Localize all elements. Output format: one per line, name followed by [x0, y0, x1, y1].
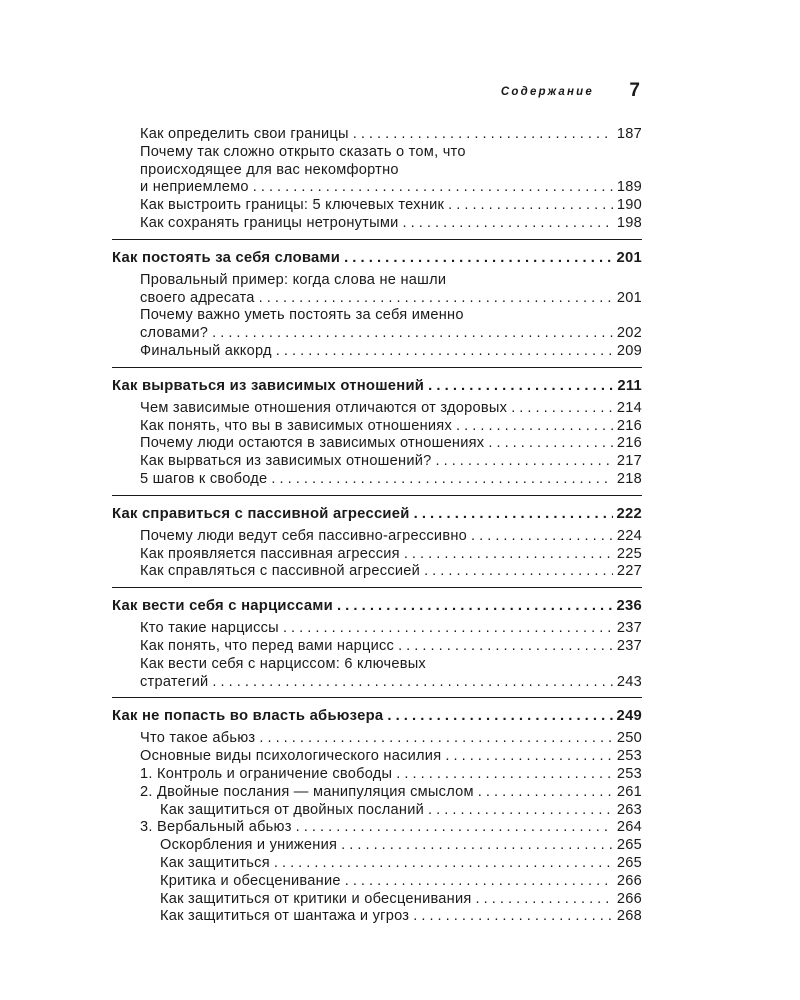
toc-entry-title: Как не попасть во власть абьюзера	[112, 708, 384, 725]
toc-entry-page: 225	[616, 545, 642, 562]
toc-entry-title: стратегий	[140, 673, 209, 690]
section-divider	[112, 239, 642, 240]
toc-entry-page: 224	[616, 527, 642, 544]
dot-leader	[353, 126, 613, 144]
toc-entry	[112, 418, 642, 436]
running-header-title: Содержание	[500, 86, 594, 98]
toc-entry-page: 237	[616, 637, 642, 654]
toc-entry-title: и неприемлемо	[140, 179, 249, 196]
toc-entry-title: Как сохранять границы нетронутыми	[140, 214, 399, 231]
dot-leader	[398, 638, 613, 656]
toc-entry	[112, 126, 642, 144]
dot-leader	[471, 528, 613, 546]
toc-entry-title: Как понять, что перед вами нарцисс	[140, 637, 395, 654]
toc-entry-title: Как постоять за себя словами	[112, 249, 341, 266]
dot-leader	[259, 730, 613, 748]
toc-entry-title-line: Как вести себя с нарциссом: 6 ключевых	[140, 655, 426, 672]
toc-entry-title: Как выстроить границы: 5 ключевых техник	[140, 197, 445, 214]
toc-entry-title-line: происходящее для вас некомфортно	[140, 161, 399, 178]
toc-section-heading	[112, 376, 642, 396]
toc-entry	[112, 802, 642, 820]
dot-leader	[435, 453, 612, 471]
toc-entry	[112, 343, 642, 361]
toc-entry-page: 227	[616, 563, 642, 580]
toc-entry-page: 249	[616, 708, 642, 725]
toc-section-heading	[112, 248, 642, 268]
section-divider	[112, 697, 642, 698]
dot-leader	[212, 674, 612, 692]
dot-leader	[344, 248, 612, 268]
dot-leader	[296, 819, 613, 837]
toc-entry-title: Финальный аккорд	[140, 342, 272, 359]
toc-entry	[112, 400, 642, 418]
toc-entry	[112, 546, 642, 564]
toc-entry	[112, 453, 642, 471]
toc-entry-page: 265	[616, 837, 642, 854]
toc-entry-title: словами?	[140, 325, 209, 342]
toc-entry-page: 216	[616, 417, 642, 434]
toc-entry-page: 189	[616, 179, 642, 196]
toc-entry-title: Кто такие нарциссы	[140, 620, 279, 637]
toc-entry-title: Как защититься от двойных посланий	[160, 801, 425, 818]
dot-leader	[414, 504, 613, 524]
toc-entry	[112, 563, 642, 581]
toc-entry-last-line	[140, 290, 642, 308]
toc-entry-page: 264	[616, 819, 642, 836]
toc-entry-title: Почему люди ведут себя пассивно-агрессивно	[140, 527, 467, 544]
toc-entry	[112, 819, 642, 837]
toc-entry	[112, 620, 642, 638]
toc-section-heading	[112, 504, 642, 524]
dot-leader	[445, 748, 613, 766]
toc-entry-title: 3. Вербальный абьюз	[140, 819, 292, 836]
toc-entry-title: Основные виды психологического насилия	[140, 748, 442, 765]
dot-leader	[387, 706, 612, 726]
dot-leader	[478, 784, 613, 802]
toc-entry-page: 218	[616, 470, 642, 487]
toc-entry-title-line: Провальный пример: когда слова не нашли	[140, 271, 447, 288]
toc-entry-title: Как справиться с пассивной агрессией	[112, 505, 410, 522]
toc-entry-title-line: Почему так сложно открыто сказать о том, что	[140, 143, 466, 160]
toc-entry-title: 2. Двойные послания — манипуляция смыслом	[140, 783, 474, 800]
dot-leader	[428, 802, 613, 820]
dot-leader	[404, 546, 613, 564]
toc-entry	[112, 471, 642, 489]
toc-entry-title: Оскорбления и унижения	[160, 837, 338, 854]
toc-entry	[112, 908, 642, 926]
toc-entry-title: Критика и обесценивание	[160, 872, 341, 889]
dot-leader	[511, 400, 613, 418]
dot-leader	[274, 855, 613, 873]
toc-entry-page: 253	[616, 748, 642, 765]
toc-entry	[112, 435, 642, 453]
dot-leader	[271, 471, 612, 489]
toc-entry-page: 268	[616, 908, 642, 925]
toc-entry-title: Чем зависимые отношения отличаются от здоровых	[140, 399, 508, 416]
dot-leader	[488, 435, 613, 453]
toc-entry-last-line	[140, 179, 642, 197]
toc-entry-page: 250	[616, 730, 642, 747]
toc-entry-multiline	[112, 307, 642, 343]
running-header	[110, 80, 640, 108]
toc-entry	[112, 748, 642, 766]
dot-leader	[396, 766, 613, 784]
toc-entry-page: 190	[616, 197, 642, 214]
toc-entry	[112, 215, 642, 233]
toc-entry-title: Как определить свои границы	[140, 126, 349, 142]
toc-entry	[112, 766, 642, 784]
toc-entry	[112, 528, 642, 546]
toc-entry-title: Почему люди остаются в зависимых отношениях	[140, 435, 485, 452]
dot-leader	[212, 325, 613, 343]
toc-entry-page: 237	[616, 620, 642, 637]
toc-entry	[112, 197, 642, 215]
toc-entry-last-line	[140, 674, 642, 692]
toc-entry-page: 214	[616, 399, 642, 416]
toc-entry	[112, 873, 642, 891]
dot-leader	[253, 179, 613, 197]
toc-entry-title: Как проявляется пассивная агрессия	[140, 545, 400, 562]
toc-entry	[112, 891, 642, 909]
toc-entry-page: 243	[616, 673, 642, 690]
toc-entry-page: 222	[616, 505, 642, 522]
toc-entry-title: Как защититься от критики и обесценивания	[160, 890, 472, 907]
dot-leader	[403, 215, 613, 233]
toc-entry	[112, 784, 642, 802]
dot-leader	[345, 873, 613, 891]
dot-leader	[448, 197, 613, 215]
dot-leader	[424, 563, 613, 581]
dot-leader	[276, 343, 613, 361]
toc-section-heading	[112, 706, 642, 726]
toc-entry-title: Как вести себя с нарциссами	[112, 598, 333, 615]
toc-entry-title: Как вырваться из зависимых отношений?	[140, 453, 432, 470]
toc-entry-title-line: Почему важно уметь постоять за себя именно	[140, 307, 464, 324]
toc-entry-title: Как понять, что вы в зависимых отношениях	[140, 417, 453, 434]
dot-leader	[428, 376, 613, 396]
toc-entry-title: Как защититься	[160, 854, 270, 871]
toc-entry-page: 201	[616, 249, 642, 266]
dot-leader	[337, 596, 613, 616]
dot-leader	[259, 290, 613, 308]
toc-entry	[112, 730, 642, 748]
section-divider	[112, 495, 642, 496]
toc-entry-page: 202	[616, 325, 642, 342]
toc-entry-title: своего адресата	[140, 289, 255, 306]
toc-section-heading	[112, 596, 642, 616]
dot-leader	[456, 418, 613, 436]
toc-entry-page: 209	[616, 342, 642, 359]
toc-entry-page: 187	[616, 126, 642, 142]
toc-entry-page: 216	[616, 435, 642, 452]
toc-entry-page: 265	[616, 854, 642, 871]
toc-entry-page: 263	[616, 801, 642, 818]
page-number: 7	[629, 80, 640, 101]
toc-entry-title: Что такое абьюз	[140, 730, 256, 747]
toc-entry-multiline	[112, 656, 642, 692]
dot-leader	[413, 908, 613, 926]
toc-entry-page: 261	[616, 783, 642, 800]
toc-entry-page: 217	[616, 453, 642, 470]
dot-leader	[341, 837, 613, 855]
toc-entry-title: 5 шагов к свободе	[140, 470, 268, 487]
toc-entry-multiline	[112, 144, 642, 197]
toc-entry-page: 266	[616, 872, 642, 889]
toc-entry-title: Как справляться с пассивной агрессией	[140, 563, 421, 580]
toc-entry	[112, 855, 642, 873]
dot-leader	[283, 620, 613, 638]
table-of-contents	[112, 126, 642, 926]
section-divider	[112, 587, 642, 588]
toc-entry-page: 201	[616, 289, 642, 306]
toc-entry-title: Как защититься от шантажа и угроз	[160, 908, 410, 925]
toc-entry-page: 236	[616, 598, 642, 615]
toc-entry-page: 253	[616, 765, 642, 782]
toc-entry	[112, 638, 642, 656]
toc-entry-page: 198	[616, 214, 642, 231]
toc-entry-title: Как вырваться из зависимых отношений	[112, 377, 425, 394]
toc-entry-last-line	[140, 325, 642, 343]
section-divider	[112, 367, 642, 368]
toc-entry-title: 1. Контроль и ограничение свободы	[140, 765, 393, 782]
toc-entry-multiline	[112, 272, 642, 308]
toc-entry-page: 266	[616, 890, 642, 907]
toc-entry	[112, 837, 642, 855]
toc-entry-page: 211	[617, 377, 642, 394]
dot-leader	[476, 891, 613, 909]
